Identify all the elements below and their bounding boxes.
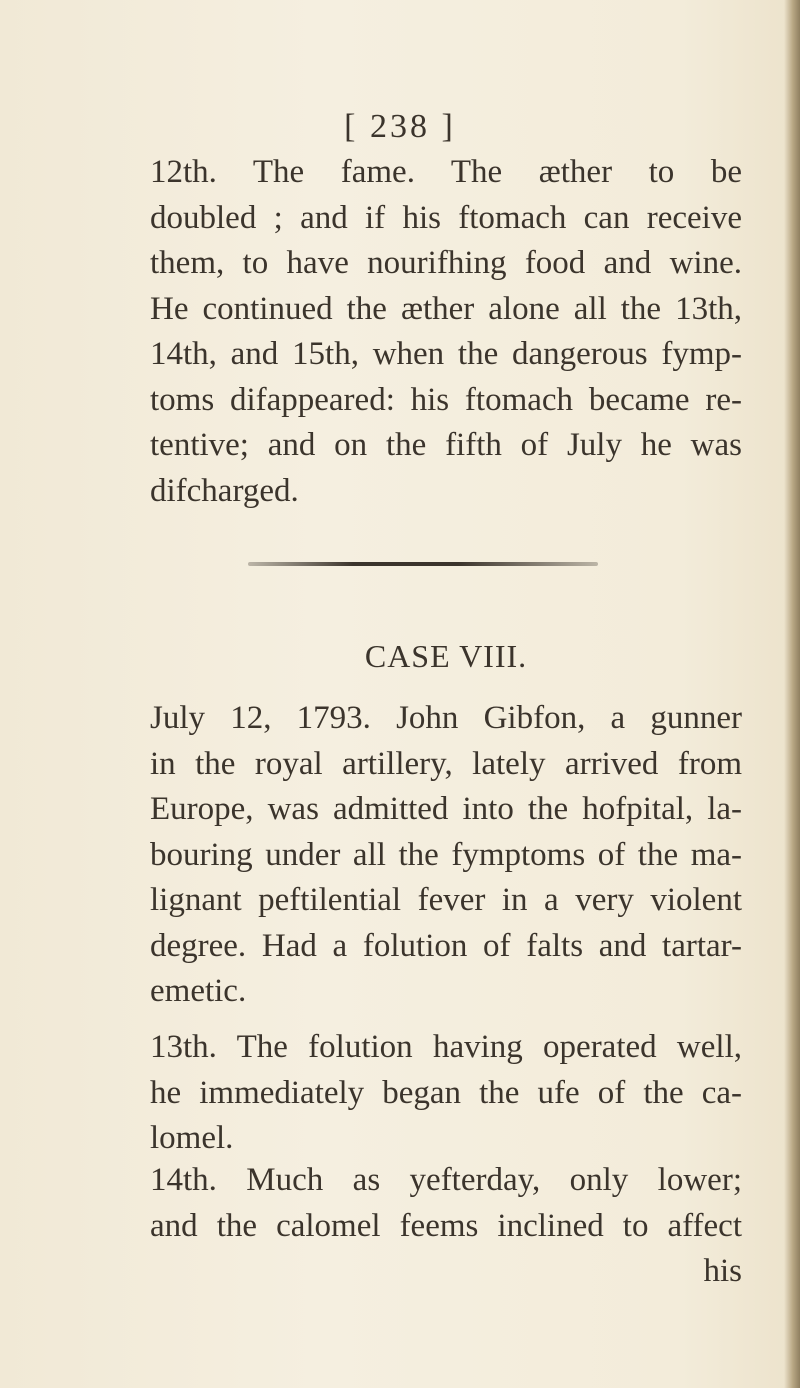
section-divider-rule bbox=[248, 562, 598, 566]
text-line: 14th, and 15th, when the dangerous fymp- bbox=[150, 336, 742, 372]
catchword: his bbox=[703, 1253, 742, 1289]
paragraph-july-12 bbox=[150, 696, 742, 1015]
text-line: toms difappeared: his ftomach became re- bbox=[150, 381, 742, 418]
page-edge-shadow bbox=[784, 0, 800, 1388]
text-line: 14th. Much as yefterday, only lower; bbox=[150, 1162, 742, 1198]
page-number: [ 238 ] bbox=[344, 108, 456, 145]
text-line: bouring under all the fymptoms of the ma- bbox=[150, 836, 742, 873]
paragraph-13th bbox=[150, 1025, 742, 1162]
text-line: Europe, was admitted into the hofpital, la- bbox=[150, 791, 742, 827]
text-line: and the calomel feems inclined to affect bbox=[150, 1207, 742, 1244]
text-line: 12th. The fame. The æther to be bbox=[150, 154, 742, 190]
text-line: he immediately began the ufe of the ca- bbox=[150, 1074, 742, 1111]
text-line: July 12, 1793. John Gibfon, a gunner bbox=[150, 700, 742, 736]
text-line: lomel. bbox=[150, 1120, 234, 1156]
text-line: degree. Had a folution of falts and tartar- bbox=[150, 927, 742, 964]
text-line: doubled ; and if his ftomach can receive bbox=[150, 199, 742, 236]
text-line: difcharged. bbox=[150, 472, 299, 509]
paragraph-12th bbox=[150, 150, 742, 514]
text-line: He continued the æther alone all the 13th, bbox=[150, 290, 742, 327]
text-line: 13th. The folution having operated well, bbox=[150, 1029, 742, 1065]
text-line: emetic. bbox=[150, 973, 247, 1009]
text-line: them, to have nourifhing food and wine. bbox=[150, 245, 742, 281]
case-heading: CASE VIII. bbox=[364, 638, 528, 674]
text-line: tentive; and on the fifth of July he was bbox=[150, 427, 742, 463]
text-line: lignant peftilential fever in a very violent bbox=[150, 882, 742, 918]
text-line: in the royal artillery, lately arrived from bbox=[150, 745, 742, 782]
paragraph-14th bbox=[150, 1158, 742, 1295]
